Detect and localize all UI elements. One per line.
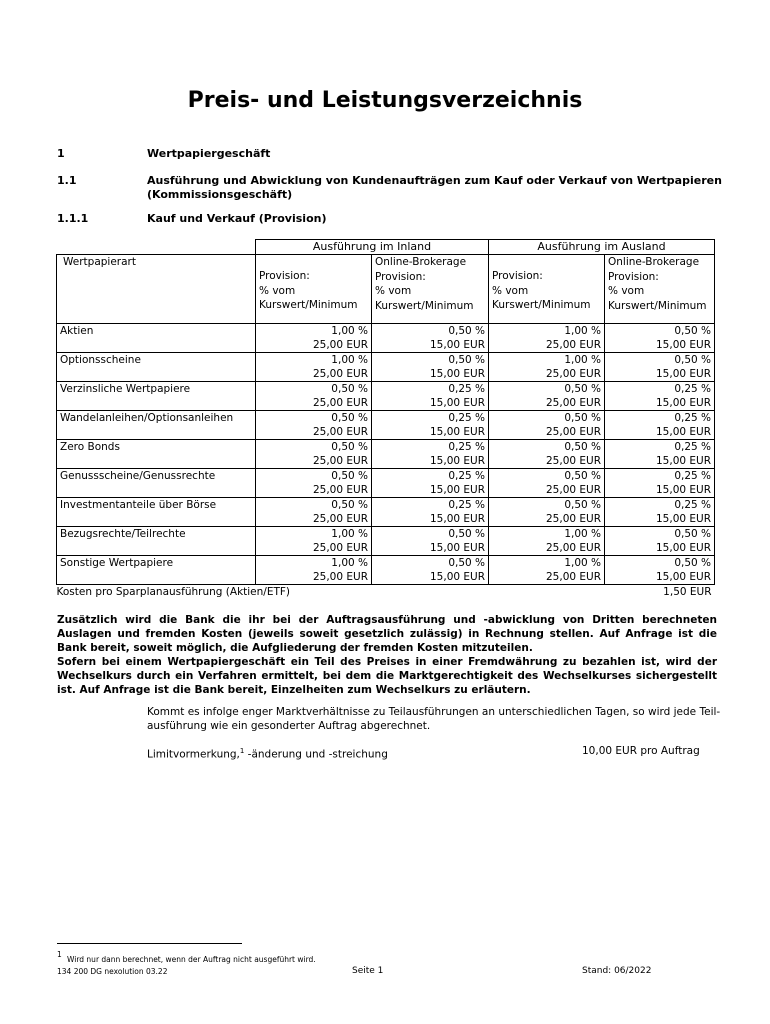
minimum-value: 25,00 EUR — [312, 571, 368, 583]
row-label: Zero Bonds — [57, 440, 256, 469]
group-header-inland: Ausführung im Inland — [256, 240, 489, 255]
group-header-ausland: Ausführung im Ausland — [489, 240, 715, 255]
minimum-value: 15,00 EUR — [656, 426, 712, 438]
minimum-value: 25,00 EUR — [546, 368, 602, 380]
percent-value: 0,50 % — [564, 412, 602, 424]
row-label: Genussscheine/Genussrechte — [57, 469, 256, 498]
price-cell — [372, 556, 489, 585]
percent-value: 0,50 % — [564, 441, 602, 453]
column-header-online-inland: Online-Brokerage Provision: % vom Kurswert/Minimum — [372, 255, 489, 324]
row-label: Verzinsliche Wertpapiere — [57, 382, 256, 411]
footer-page: Seite 1 — [352, 966, 384, 976]
minimum-value: 25,00 EUR — [312, 368, 368, 380]
minimum-value: 15,00 EUR — [656, 368, 712, 380]
price-cell — [605, 353, 715, 382]
price-cell — [372, 527, 489, 556]
price-cell — [605, 527, 715, 556]
percent-value: 0,50 % — [331, 470, 368, 482]
price-cell — [372, 498, 489, 527]
price-cell — [605, 556, 715, 585]
percent-value: 0,50 % — [564, 470, 602, 482]
table-row — [57, 469, 715, 498]
percent-value: 0,50 % — [674, 354, 712, 366]
section-number-1-1-1: 1.1.1 — [57, 212, 89, 225]
table-row — [57, 440, 715, 469]
table-row — [57, 556, 715, 585]
price-cell — [605, 382, 715, 411]
percent-value: 1,00 % — [331, 325, 368, 337]
limit-label: Limitvormerkung,$^1$ -änderung und -streichung — [147, 747, 388, 761]
minimum-value: 25,00 EUR — [312, 455, 368, 467]
price-cell — [605, 440, 715, 469]
price-cell — [372, 440, 489, 469]
page-title: Preis- und Leistungsverzeichnis — [187, 88, 583, 113]
section-title-1: Wertpapiergeschäft — [147, 147, 271, 160]
table-row — [57, 353, 715, 382]
column-header-type: Wertpapierart — [57, 255, 256, 324]
minimum-value: 15,00 EUR — [430, 455, 486, 467]
minimum-value: 25,00 EUR — [546, 339, 602, 351]
minimum-value: 15,00 EUR — [430, 484, 486, 496]
percent-value: 0,50 % — [331, 383, 368, 395]
table-row — [57, 382, 715, 411]
price-cell — [489, 498, 605, 527]
price-cell — [489, 411, 605, 440]
percent-value: 0,25 % — [448, 441, 486, 453]
minimum-value: 15,00 EUR — [430, 426, 486, 438]
price-cell — [489, 440, 605, 469]
percent-value: 0,50 % — [564, 383, 602, 395]
price-cell — [489, 324, 605, 353]
price-cell — [372, 382, 489, 411]
footer-code: 134 200 DG nexolution 03.22 — [57, 967, 168, 976]
row-label: Aktien — [57, 324, 256, 353]
minimum-value: 25,00 EUR — [312, 426, 368, 438]
price-cell — [489, 556, 605, 585]
percent-value: 0,25 % — [448, 499, 486, 511]
price-cell — [256, 469, 372, 498]
section-number-1-1: 1.1 — [57, 174, 77, 187]
minimum-value: 25,00 EUR — [546, 571, 602, 583]
percent-value: 1,00 % — [564, 528, 602, 540]
percent-value: 0,50 % — [564, 499, 602, 511]
percent-value: 0,50 % — [448, 557, 486, 569]
row-label: Optionsscheine — [57, 353, 256, 382]
minimum-value: 15,00 EUR — [430, 542, 486, 554]
table-row — [57, 324, 715, 353]
minimum-value: 15,00 EUR — [430, 571, 486, 583]
minimum-value: 15,00 EUR — [430, 368, 486, 380]
price-cell — [256, 527, 372, 556]
percent-value: 0,50 % — [674, 528, 712, 540]
section-title-1-1-1: Kauf und Verkauf (Provision) — [147, 212, 327, 225]
percent-value: 0,50 % — [448, 528, 486, 540]
section-title-1-1-line1: Ausführung und Abwicklung von Kundenaufträgen zum Kauf oder Verkauf von Wertpapieren — [147, 174, 722, 187]
minimum-value: 15,00 EUR — [430, 513, 486, 525]
row-label: Wandelanleihen/Optionsanleihen — [57, 411, 256, 440]
percent-value: 1,00 % — [564, 325, 602, 337]
footnote-ref: 1 — [239, 747, 245, 755]
row-label: Bezugsrechte/Teilrechte — [57, 527, 256, 556]
minimum-value: 15,00 EUR — [656, 455, 712, 467]
row-label: Sonstige Wertpapiere — [57, 556, 256, 585]
percent-value: 0,25 % — [448, 383, 486, 395]
percent-value: 0,50 % — [331, 412, 368, 424]
minimum-value: 15,00 EUR — [656, 513, 712, 525]
price-cell — [372, 353, 489, 382]
minimum-value: 25,00 EUR — [546, 542, 602, 554]
percent-value: 0,25 % — [674, 499, 712, 511]
minimum-value: 15,00 EUR — [656, 339, 712, 351]
price-table — [56, 239, 715, 599]
column-header-provision-inland: Provision: % vom Kurswert/Minimum — [256, 255, 372, 324]
percent-value: 0,25 % — [674, 470, 712, 482]
percent-value: 1,00 % — [564, 354, 602, 366]
minimum-value: 15,00 EUR — [656, 571, 712, 583]
minimum-value: 25,00 EUR — [312, 542, 368, 554]
percent-value: 0,25 % — [674, 441, 712, 453]
minimum-value: 25,00 EUR — [546, 484, 602, 496]
footnote-number: 1 — [57, 950, 62, 959]
price-cell — [372, 411, 489, 440]
percent-value: 0,50 % — [448, 325, 486, 337]
price-cell — [256, 353, 372, 382]
minimum-value: 15,00 EUR — [656, 397, 712, 409]
percent-value: 0,50 % — [448, 354, 486, 366]
footnote-text: Wird nur dann berechnet, wenn der Auftrag nicht ausgeführt wird. — [67, 955, 316, 964]
percent-value: 1,00 % — [331, 557, 368, 569]
minimum-value: 25,00 EUR — [546, 513, 602, 525]
limit-value: 10,00 EUR pro Auftrag — [582, 745, 700, 757]
price-cell — [256, 411, 372, 440]
percent-value: 0,25 % — [674, 412, 712, 424]
footnote-divider — [57, 943, 242, 944]
table-row — [57, 527, 715, 556]
minimum-value: 25,00 EUR — [312, 339, 368, 351]
paragraph-fremde-kosten: Zusätzlich wird die Bank die ihr bei der Auftragsausführung und -abwicklung von Dritten berechneten Auslagen und fremden Kosten (jeweils soweit gesetzlich zulässig) in Rechnung stellen. Auf Anfrage ist die Bank bereit, soweit möglich, die Aufgliederung der fremden Kosten mitzuteilen. — [57, 614, 717, 654]
minimum-value: 25,00 EUR — [312, 397, 368, 409]
section-title-1-1-line2: (Kommissionsgeschäft) — [147, 188, 293, 201]
percent-value: 0,25 % — [448, 412, 486, 424]
price-cell — [256, 556, 372, 585]
minimum-value: 15,00 EUR — [656, 542, 712, 554]
price-cell — [489, 527, 605, 556]
minimum-value: 25,00 EUR — [546, 397, 602, 409]
table-row — [57, 498, 715, 527]
percent-value: 0,50 % — [331, 499, 368, 511]
price-cell — [256, 382, 372, 411]
price-cell — [372, 324, 489, 353]
price-cell — [372, 469, 489, 498]
footer-stand: Stand: 06/2022 — [582, 966, 652, 976]
price-cell — [605, 469, 715, 498]
percent-value: 1,00 % — [331, 354, 368, 366]
price-cell — [256, 324, 372, 353]
percent-value: 0,25 % — [448, 470, 486, 482]
sparplan-label: Kosten pro Sparplanausführung (Aktien/ETF) — [56, 586, 291, 598]
minimum-value: 25,00 EUR — [546, 426, 602, 438]
percent-value: 0,50 % — [674, 325, 712, 337]
percent-value: 0,50 % — [674, 557, 712, 569]
teilausfuehrung-line1: Kommt es infolge enger Marktverhältnisse zu Teilausführungen an unterschiedlichen Tagen, so wird jede Teil- — [147, 706, 721, 718]
price-cell — [605, 498, 715, 527]
percent-value: 0,50 % — [331, 441, 368, 453]
price-cell — [489, 469, 605, 498]
row-label: Investmentanteile über Börse — [57, 498, 256, 527]
minimum-value: 15,00 EUR — [656, 484, 712, 496]
teilausfuehrung-line2: ausführung wie ein gesonderter Auftrag abgerechnet. — [147, 720, 431, 732]
percent-value: 0,25 % — [674, 383, 712, 395]
table-row — [57, 411, 715, 440]
price-cell — [256, 440, 372, 469]
column-header-provision-ausland: Provision: % vom Kurswert/Minimum — [489, 255, 605, 324]
minimum-value: 15,00 EUR — [430, 339, 486, 351]
minimum-value: 25,00 EUR — [312, 484, 368, 496]
column-header-online-ausland: Online-Brokerage Provision: % vom Kurswert/Minimum — [605, 255, 715, 324]
price-cell — [256, 498, 372, 527]
price-cell — [489, 382, 605, 411]
minimum-value: 15,00 EUR — [430, 397, 486, 409]
percent-value: 1,00 % — [564, 557, 602, 569]
price-cell — [489, 353, 605, 382]
section-number-1: 1 — [57, 147, 65, 160]
minimum-value: 25,00 EUR — [546, 455, 602, 467]
price-cell — [605, 324, 715, 353]
sparplan-value: 1,50 EUR — [663, 586, 712, 598]
minimum-value: 25,00 EUR — [312, 513, 368, 525]
percent-value: 1,00 % — [331, 528, 368, 540]
paragraph-wechselkurs: Sofern bei einem Wertpapiergeschäft ein Teil des Preises in einer Fremdwährung zu bezahlen ist, wird der Wechselkurs durch ein Verfahren ermittelt, bei dem die Marktgerechtigkeit des Wechselkurses sichergestellt ist. Auf Anfrage ist die Bank bereit, Einzelheiten zum Wechselkurs zu erläutern. — [57, 656, 717, 696]
price-cell — [605, 411, 715, 440]
